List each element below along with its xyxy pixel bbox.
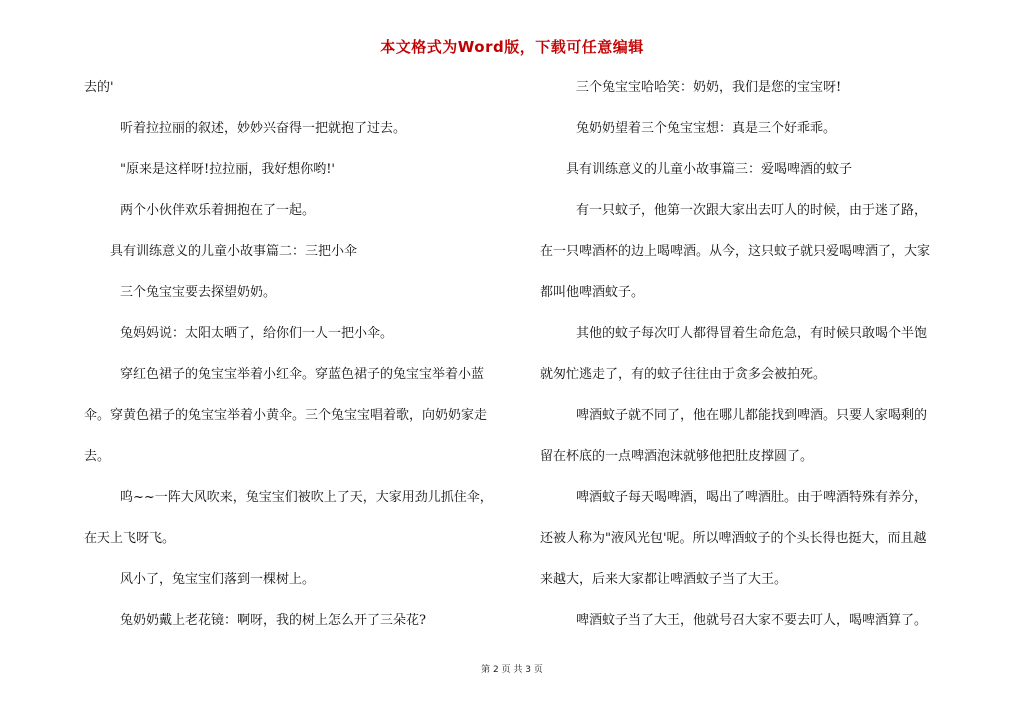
text-line: 就匆忙逃走了，有的蚊子往往由于贪多会被拍死。 — [540, 367, 827, 382]
text-line: 在一只啤酒杯的边上喝啤酒。从今，这只蚊子就只爱喝啤酒了，大家 — [540, 244, 931, 259]
text-line: 有一只蚊子，他第一次跟大家出去叮人的时候，由于迷了路， — [576, 203, 928, 218]
text-line: 啤酒蚊子每天喝啤酒，喝出了啤酒肚。由于啤酒特殊有养分， — [576, 490, 928, 505]
text-line: 兔奶奶戴上老花镜：啊呀，我的树上怎么开了三朵花? — [120, 613, 426, 628]
text-line: 留在杯底的一点啤酒泡沫就够他把肚皮撑圆了。 — [540, 449, 814, 464]
text-line: "原来是这样呀!拉拉丽，我好想你哟!' — [120, 162, 336, 177]
text-line: 伞。穿黄色裙子的兔宝宝举着小黄伞。三个兔宝宝唱着歌，向奶奶家走 — [84, 408, 488, 423]
text-line: 都叫他啤酒蚊子。 — [540, 285, 645, 300]
left-column — [84, 78, 509, 652]
text-line: 呜~~一阵大风吹来，兔宝宝们被吹上了天，大家用劲儿抓住伞， — [120, 490, 493, 505]
right-column — [540, 78, 952, 652]
text-line: 在天上飞呀飞。 — [84, 531, 176, 546]
text-line: 风小了，兔宝宝们落到一棵树上。 — [120, 572, 316, 587]
text-line: 来越大，后来大家都让啤酒蚊子当了大王。 — [540, 572, 788, 587]
text-line: 兔妈妈说：太阳太晒了，给你们一人一把小伞。 — [120, 326, 394, 341]
text-line: 听着拉拉丽的叙述，妙妙兴奋得一把就抱了过去。 — [120, 121, 407, 136]
text-line: 两个小伙伴欢乐着拥抱在了一起。 — [120, 203, 316, 218]
section-heading: 具有训练意义的儿童小故事篇三：爱喝啤酒的蚊子 — [566, 162, 853, 177]
text-line: 还被人称为"液风光包'呢。所以啤酒蚊子的个头长得也挺大，而且越 — [540, 531, 927, 546]
text-line: 啤酒蚊子当了大王，他就号召大家不要去叮人，喝啤酒算了。 — [576, 613, 928, 628]
text-line: 去的' — [84, 80, 114, 95]
text-line: 其他的蚊子每次叮人都得冒着生命危急，有时候只敢喝个半饱 — [576, 326, 928, 341]
page-banner: 本文格式为Word版，下载可任意编辑 — [380, 38, 644, 56]
text-line: 三个兔宝宝要去探望奶奶。 — [120, 285, 277, 300]
page-number: 第 2 页 共 3 页 — [481, 665, 543, 675]
text-line: 啤酒蚊子就不同了，他在哪儿都能找到啤酒。只要人家喝剩的 — [576, 408, 928, 423]
text-line: 去。 — [84, 449, 111, 464]
section-heading: 具有训练意义的儿童小故事篇二：三把小伞 — [110, 244, 358, 259]
text-line: 兔奶奶望着三个兔宝宝想：真是三个好乖乖。 — [576, 121, 837, 136]
text-line: 穿红色裙子的兔宝宝举着小红伞。穿蓝色裙子的兔宝宝举着小蓝 — [120, 367, 485, 382]
text-line: 三个兔宝宝哈哈笑：奶奶，我们是您的宝宝呀! — [576, 80, 842, 95]
